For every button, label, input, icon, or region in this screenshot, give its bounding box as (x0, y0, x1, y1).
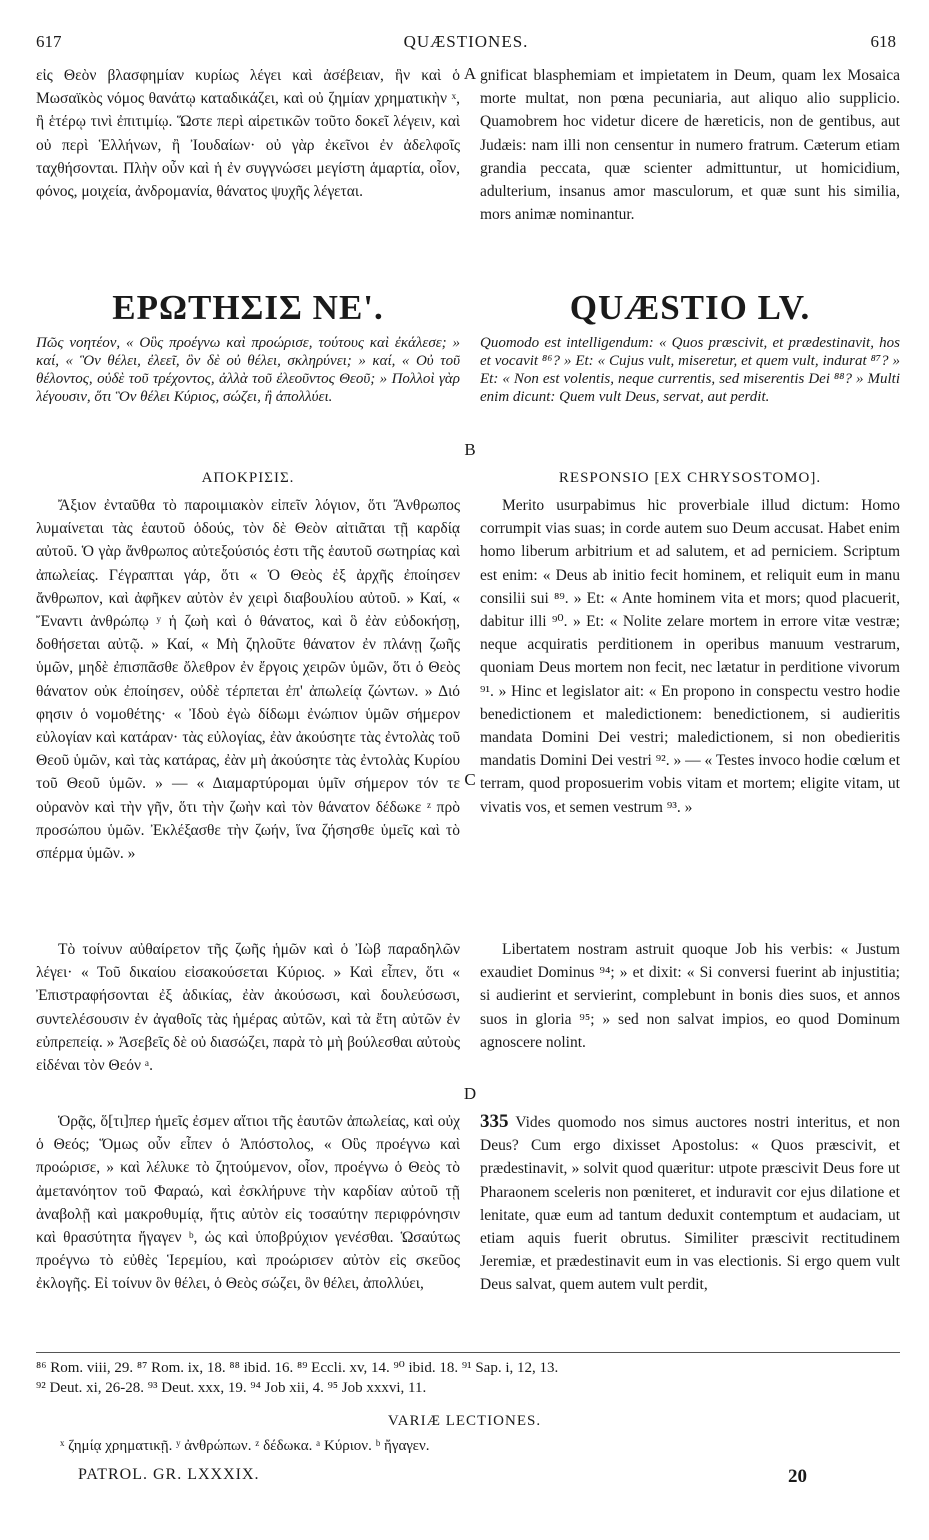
page-number-left: 617 (36, 32, 62, 51)
column-number: 335 (480, 1111, 509, 1132)
page-number-right: 618 (870, 32, 896, 51)
latin-answer-para1: Merito usurpabimus hic proverbiale illud dictum: Homo corrumpit vias suas; in corde autem suo Deum accusat. Habet enim homo liberum arbitrium et ad salutem, et ad perniciem. Scriptum est enim: « Deus ab initio fecit hominem, et reliquit eum in manu consilii sui ⁸⁹. » Et: « Ante hominem vita et mors; quod placuerit, dabitur illi ⁹⁰. » Et: « Nolite zelare mortem in errore vitæ vestræ; neque acquiratis perditionem in operibus manuum vestrarum, quoniam Deus mortem non fecit, nec lætatur in perditione vivorum ⁹¹. » Hinc et legislator ait: « En propono in conspectu vestro hodie benedictionem et maledictionem: benedictionem, si audieritis mandata Domini Dei vestri; maledictionem, si non obedieritis mandatis Domini Dei vestri ⁹². » — « Testes invoco hodie cœlum et terram, quod proposuerim vobis vitam et mortem; eligite vitam, ut vivatis vos, et semen vestrum ⁹³. » (480, 497, 900, 816)
latin-intro: gnificat blasphemiam et impietatem in Deum, quam lex Mosaica morte multat, non pœna pecuniaria, aut aliquo alio supplicio. Quamobrem hoc videtur dicere de hæreticis, non de gentibus, aut Judæis: nam illi non censentur in numero fratrum. Cæterum etiam grandia peccata, quæ scienter admittuntur, ut homicidium, adulterium, insanus amor masculorum, et quæ sunt his similia, mors animæ nominantur. (480, 67, 900, 224)
running-title: QUÆSTIONES. (403, 32, 529, 51)
greek-answer-title: ΑΠΟΚΡΙΣΙΣ. (201, 470, 295, 486)
margin-mark-a: A (463, 64, 477, 83)
greek-question-text: Πῶς νοητέον, « Οὓς προέγνω καὶ προώρισε, τούτους καὶ ἐκάλεσε; » καί, « Ὃν θέλει, ἐλεεῖ, ὃν δὲ οὐ θέλει, σκληρύνει; » καί, « Οὐ τοῦ θέλοντος, οὐδὲ τοῦ τρέχοντος, ἀλλὰ τοῦ ἐλεοῦντος Θεοῦ; » Πολλοὶ γὰρ λέγουσιν, ὅτι Ὃν θέλει Κύριος, σώζει, ἢ ἀπολλύει. (36, 335, 460, 405)
latin-question-text: Quomodo est intelligendum: « Quos præscivit, et prædestinavit, hos et vocavit ⁸⁶? » Et: « Cujus vult, miseretur, et quem vult, indurat ⁸⁷? » Et: « Non est volentis, neque currentis, sed miserentis Dei ⁸⁸? » Multi enim dicunt: Quem vult Deus, servat, aut perdit. (480, 335, 900, 405)
margin-mark-c: C (464, 770, 476, 789)
variae-lectiones-text: ˣ ζημίᾳ χρηματικῇ. ʸ ἀνθρώπων. ᶻ δέδωκα. ᵃ Κύριον. ᵇ ἤγαγεν. (60, 1438, 430, 1454)
greek-question-title: ΕΡΩΤΗΣΙΣ ΝΕ'. (112, 288, 384, 327)
latin-question-title: QUÆSTIO LV. (569, 288, 811, 327)
margin-mark-b: B (464, 440, 476, 459)
latin-answer-title: RESPONSIO [EX CHRYSOSTOMO]. (558, 470, 822, 486)
greek-answer-para1: Ἄξιον ἐνταῦθα τὸ παροιμιακὸν εἰπεῖν λόγιον, ὅτι Ἄνθρωπος λυμαίνεται τὰς ἑαυτοῦ ὁδούς, τὸν δὲ Θεὸν αἰτιᾶται τῇ καρδίᾳ αὐτοῦ. Ὁ γὰρ ἄνθρωπος αὐτεξούσιός ἐστι τῆς ἑαυτοῦ σωτηρίας καὶ ἀπωλείας. Γέγραπται γάρ, ὅτι « Ὁ Θεὸς ἐξ ἀρχῆς ἐποίησεν ἄνθρωπον, καὶ ἀφῆκεν αὐτὸν ἐν χειρὶ διαβουλίου αὐτοῦ. » Καί, « Ἔναντι ἀνθρώπῳ ʸ ἡ ζωὴ καὶ ὁ θάνατος, καὶ ὃ ἐὰν εὐδοκήσῃ, δοθήσεται αὐτῷ. » Καί, « Μὴ ζηλοῦτε θάνατον ἐν πλάνῃ ζωῆς ὑμῶν, μηδὲ ἐπισπᾶσθε ὄλεθρον ἐν ἔργοις χειρῶν ὑμῶν, ὅτι ὁ Θεὸς θάνατον οὐκ ἐποίησεν, οὐδὲ τέρπεται ἐπ' ἀπωλείᾳ ζώντων. » Διό φησιν ὁ νομοθέτης· « Ἰδοὺ ἐγὼ δίδωμι ἐνώπιον ὑμῶν σήμερον εὐλογίαν καὶ κατάραν· τὰς εὐλογίας, ἐὰν ἀκούσητε τὰς ἐντολὰς τοῦ Θεοῦ ὑμῶν, καὶ τὰς κατάρας, ἐὰν μὴ ἀκούσητε τὰς ἐντολὰς Κυρίου τοῦ Θεοῦ ὑμῶν. » — « Διαμαρτύρομαι ὑμῖν σήμερον τόν τε οὐρανὸν καὶ τὴν γῆν, ὅτι τὴν ζωὴν καὶ τὸν θάνατον δέδωκε ᶻ πρὸ προσώπου ὑμῶν. Ἐκλέξασθε τὴν ζωήν, ἵνα ζήσησθε ὑμεῖς καὶ τὸ σπέρμα ὑμῶν. » (36, 497, 460, 863)
latin-answer-para3-text: Vides quomodo nos simus auctores nostri interitus, et non Deus? Cum ergo dixisset Apostolus: « Quos præscivit, et prædestinavit, » solvit quod quæritur: utpote præscivit Deus fore ut Pharaonem sceleris non pœniteret, et induravit cor ejus dilatione et lenitate, quæ eum ad tantum deduxit contemptum et audaciam, ut etiam aquis fuerit obrutus. Similiter præscivit rectitudinem Jeremiæ, et prædestinavit eum in vas electionis. Si ergo quem vult Deus salvat, quem autem vult perdit, (480, 1114, 900, 1294)
greek-intro: εἰς Θεὸν βλασφημίαν κυρίως λέγει καὶ ἀσέβειαν, ἣν καὶ ὁ Μωσαϊκὸς νόμος θανάτῳ καταδικάζει, καὶ οὐ ζημίαν χρηματικὴν ˣ, ἢ ἑτέρῳ τινὶ ἐπιτιμίῳ. Ὥστε περὶ αἱρετικῶν τοῦτο δοκεῖ λέγειν, καὶ οὐ περὶ Ἑλλήνων, ἢ Ἰουδαίων· οὐ γὰρ ἐκεῖνοι ἐν ἀδελφοῖς ταχθήσονται. Πλὴν οὖν καὶ ἡ ἐν συγγνώσει μεγίστη ἁμαρτία, οἷον, φόνος, μοιχεία, ἀνδρομανία, θάνατος ψυχῆς λέγεται. (36, 67, 460, 201)
greek-answer-para2: Τὸ τοίνυν αὐθαίρετον τῆς ζωῆς ἡμῶν καὶ ὁ Ἰὼβ παραδηλῶν λέγει· « Τοῦ δικαίου εἰσακούσεται Κύριος. » Καὶ εἶπεν, ὅτι « Ἐπιστραφήσονται ἐξ ἀδικίας, ἐὰν ἀκούσωσι, καὶ δουλεύσωσι, συντελέσουσιν ἐν ἀγαθοῖς τὰς ἡμέρας αὐτῶν, καὶ τὰ ἔτη αὐτῶν ἐν εὐπρεπείᾳ. » Ἀσεβεῖς δὲ οὐ διασώζει, παρὰ τὸ μὴ βούλεσθαι αὐτοὺς εἰδέναι τὸν Θεόν ᵃ. (36, 941, 460, 1075)
footnote-rule (36, 1352, 900, 1353)
footnotes-line-1: ⁸⁶ Rom. viii, 29. ⁸⁷ Rom. ix, 18. ⁸⁸ ibid. 16. ⁸⁹ Eccli. xv, 14. ⁹⁰ ibid. 18. ⁹¹ Sap. i, 12, 13. (36, 1360, 559, 1376)
latin-answer-para3 (480, 1110, 900, 1342)
variae-lectiones-title: VARIÆ LECTIONES. (387, 1413, 542, 1429)
gathering-number: 20 (788, 1466, 807, 1487)
volume-signature: PATROL. GR. LXXXIX. (78, 1466, 260, 1483)
greek-answer-para3: Ὁρᾷς, ὅ[τι]περ ἡμεῖς ἐσμεν αἴτιοι τῆς ἑαυτῶν ἀπωλείας, καὶ οὐχ ὁ Θεός; Ὅμως οὖν εἶπεν ὁ Ἀπόστολος, « Οὓς προέγνω καὶ προώρισε, » καὶ λέλυκε τὸ ζητούμενον, οἷον, προέγνω ὁ Θεὸς τὸ ἀμετανόητον τοῦ Φαραώ, καὶ ἐσκλήρυνε τὴν καρδίαν αὐτοῦ τῇ ἀναβολῇ καὶ μακροθυμίᾳ, ἥτις αὐτὸν εἰς τοσαύτην περιφρόνησιν καὶ θρασύτητα ἤγαγεν ᵇ, ὡς καὶ ὑποβρύχιον γενέσθαι. Ὡσαύτως προέγνω τὸ εὐθὲς Ἱερεμίου, καὶ προώρισεν αὐτὸν εἰς σκεῦος ἐκλογῆς. Εἰ τοίνυν ὃν θέλει, ὁ Θεὸς σώζει, ὃν θέλει, ἀπολλύει, (36, 1113, 460, 1293)
running-header (36, 32, 896, 56)
margin-mark-d: D (463, 1084, 477, 1103)
footnotes-line-2: ⁹² Deut. xi, 26-28. ⁹³ Deut. xxx, 19. ⁹⁴ Job xii, 4. ⁹⁵ Job xxxvi, 11. (36, 1380, 427, 1396)
latin-answer-para2: Libertatem nostram astruit quoque Job his verbis: « Justum exaudiet Dominus ⁹⁴; » et dixit: « Si conversi fuerint ab injustitia; si audierint et servierint, complebunt in bonis dies suos, et annos suos in gloria ⁹⁵; » sed non salvat impios, eo quod Dominum agnoscere nolint. (480, 941, 900, 1051)
